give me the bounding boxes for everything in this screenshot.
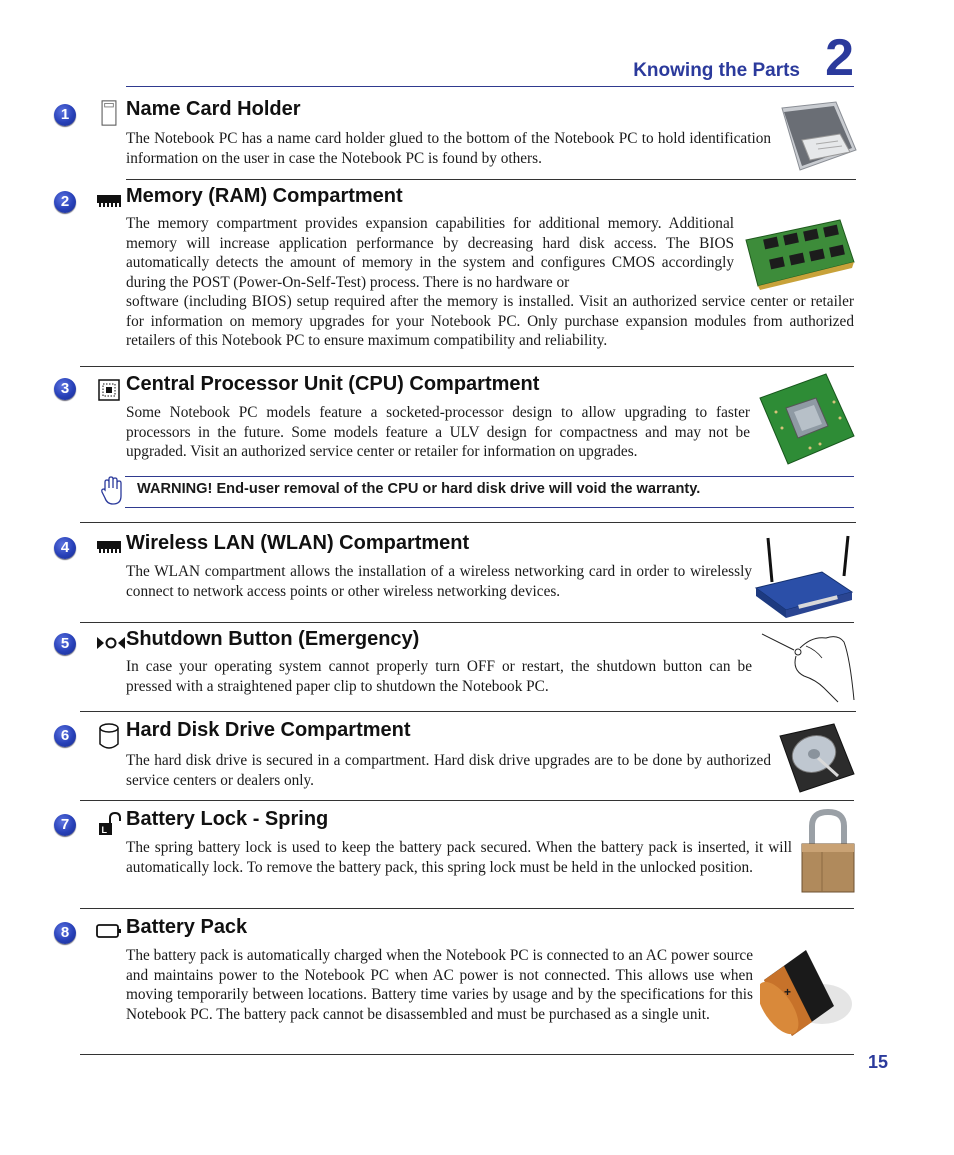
section-number-badge: 7 bbox=[54, 814, 76, 836]
battery-lock-icon bbox=[96, 811, 122, 837]
section-title: Battery Lock - Spring bbox=[126, 808, 329, 830]
section-number-badge: 3 bbox=[54, 378, 76, 400]
name-card-holder-photo bbox=[778, 100, 858, 174]
shutdown-button-icon bbox=[96, 630, 126, 656]
section-divider bbox=[80, 622, 854, 623]
hand-warning-icon bbox=[99, 476, 125, 506]
battery-photo bbox=[760, 944, 856, 1042]
page-number: 15 bbox=[868, 1052, 889, 1072]
section-text-narrow: The memory compartment provides expansion capabilities for additional memory. Additional memory will increase application performance by decreasing hard disk access. The BIOS automatically detects the amount of memory in the system and configures CMOS accordingly during the POST (Power-On-Self-Test) process. There is no hardware or bbox=[126, 215, 734, 291]
chapter-header bbox=[126, 29, 854, 87]
padlock-photo bbox=[800, 808, 856, 894]
battery-icon bbox=[96, 920, 122, 942]
section-title: Hard Disk Drive Compartment bbox=[126, 719, 411, 741]
wlan-card-icon bbox=[96, 534, 122, 560]
section-text: In case your operating system cannot properly turn OFF or restart, the shutdown button can be pressed with a straightened paper clip to shutdown the Notebook PC. bbox=[126, 658, 752, 695]
section-divider bbox=[80, 908, 854, 909]
section-title: Name Card Holder bbox=[126, 98, 301, 120]
section-text: The Notebook PC has a name card holder glued to the bottom of the Notebook PC to hold identification information on the user in case the Notebook PC is found by others. bbox=[126, 130, 771, 167]
section-text: The battery pack is automatically charged when the Notebook PC is connected to an AC power source and maintains power to the Notebook PC when AC power is not connected. This allows use when moving temporarily between locations. Battery time varies by usage and by the specifications for this Notebook PC. The battery pack cannot be disassembled and must be purchased as a single unit. bbox=[126, 947, 753, 1023]
section-number-badge: 6 bbox=[54, 725, 76, 747]
section-divider bbox=[80, 366, 854, 367]
section-number-badge: 5 bbox=[54, 633, 76, 655]
svg-text:+: + bbox=[784, 985, 792, 999]
svg-text:L: L bbox=[101, 825, 107, 835]
warning-bottom-rule bbox=[125, 507, 854, 508]
ram-module-photo bbox=[744, 218, 856, 290]
section-text-wide: software (including BIOS) setup required after the memory is installed. Visit an authorized service center or retailer for information on memory upgrades for your Notebook PC. Only purchase expansion modules from authorized retailers of this Notebook PC to ensure maximum compatibility and reliability. bbox=[126, 293, 854, 349]
section-number-badge: 1 bbox=[54, 104, 76, 126]
section-divider bbox=[80, 1054, 854, 1055]
section-divider bbox=[80, 711, 856, 712]
wireless-router-photo bbox=[752, 534, 856, 620]
section-divider bbox=[80, 800, 854, 801]
warning-top-rule bbox=[125, 476, 854, 477]
memory-module-icon bbox=[96, 188, 122, 214]
section-divider bbox=[80, 522, 856, 523]
section-title: Memory (RAM) Compartment bbox=[126, 185, 403, 207]
hard-disk-photo bbox=[778, 722, 856, 794]
section-number-badge: 8 bbox=[54, 922, 76, 944]
section-number-badge: 2 bbox=[54, 191, 76, 213]
section-text: The WLAN compartment allows the installation of a wireless networking card in order to wirelessly connect to network access points or other wireless networking devices. bbox=[126, 563, 752, 600]
hand-paperclip-drawing bbox=[760, 628, 856, 704]
section-title: Battery Pack bbox=[126, 916, 248, 938]
section-text: Some Notebook PC models feature a socketed-processor design to allow upgrading to faster processors in the future. Some models feature a ULV design for compactness and may not be upgraded. Visit an authorized service center or retailer for information on upgrades. bbox=[126, 404, 750, 460]
cpu-chip-icon bbox=[96, 377, 122, 403]
section-number-badge: 4 bbox=[54, 537, 76, 559]
cpu-photo bbox=[756, 372, 856, 466]
section-text: The hard disk drive is secured in a compartment. Hard disk drive upgrades are to be done by authorized service centers or dealers only. bbox=[126, 752, 771, 789]
chapter-title: Knowing the Parts bbox=[633, 60, 800, 81]
section-divider bbox=[126, 179, 856, 180]
hard-disk-icon bbox=[96, 722, 122, 750]
section-title: Shutdown Button (Emergency) bbox=[126, 628, 420, 650]
warning-callout bbox=[99, 474, 854, 508]
name-card-holder-icon bbox=[96, 100, 122, 126]
chapter-number: 2 bbox=[825, 29, 854, 87]
section-title: Wireless LAN (WLAN) Compartment bbox=[126, 532, 470, 554]
section-title: Central Processor Unit (CPU) Compartment bbox=[126, 373, 540, 395]
warning-text: WARNING! End-user removal of the CPU or hard disk drive will void the warranty. bbox=[137, 481, 701, 497]
section-text: The spring battery lock is used to keep the battery pack secured. When the battery pack is inserted, it will automatically lock. To remove the battery pack, this spring lock must be held in the unlocked position. bbox=[126, 839, 792, 876]
